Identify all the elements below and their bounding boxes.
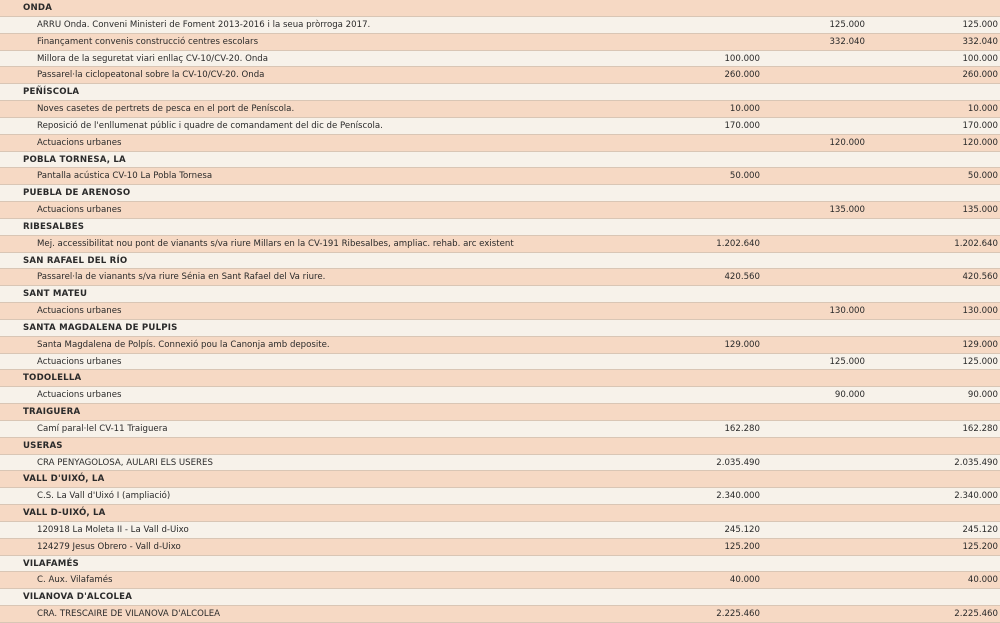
amount-column-2: 120.000 (829, 137, 865, 148)
budget-item-row (0, 202, 1000, 219)
amount-column-1: 162.280 (724, 423, 760, 434)
item-description: Actuacions urbanes (37, 137, 122, 148)
budget-item-row (0, 606, 1000, 623)
municipality-name: VILAFAMÉS (23, 558, 79, 569)
amount-column-2: 125.000 (829, 356, 865, 367)
amount-column-1: 10.000 (729, 104, 760, 115)
municipality-header-row (0, 471, 1000, 488)
amount-total: 2.225.460 (954, 609, 998, 620)
municipality-header-row (0, 185, 1000, 202)
amount-total: 1.202.640 (954, 238, 998, 249)
amount-column-1: 100.000 (724, 53, 760, 64)
amount-total: 10.000 (967, 104, 998, 115)
amount-column-1: 1.202.640 (716, 238, 760, 249)
amount-column-1: 50.000 (729, 171, 760, 182)
municipality-name: POBLA TORNESA, LA (23, 154, 126, 165)
amount-column-2: 332.040 (829, 36, 865, 47)
budget-item-row (0, 522, 1000, 539)
municipality-name: SAN RAFAEL DEL RÍO (23, 255, 128, 266)
item-description: Actuacions urbanes (37, 356, 122, 367)
municipality-name: PUEBLA DE ARENOSO (23, 188, 131, 199)
budget-item-row (0, 488, 1000, 505)
amount-total: 2.340.000 (954, 491, 998, 502)
item-description: Actuacions urbanes (37, 205, 122, 216)
item-description: ARRU Onda. Conveni Ministeri de Foment 2013-2016 i la seua pròrroga 2017. (37, 19, 371, 30)
item-description: Pantalla acústica CV-10 La Pobla Tornesa (37, 171, 213, 182)
amount-total: 90.000 (967, 390, 998, 401)
item-description: Camí paral·lel CV-11 Traiguera (37, 423, 168, 434)
amount-column-1: 129.000 (724, 339, 760, 350)
municipality-name: PEÑÍSCOLA (23, 87, 80, 98)
municipality-header-row (0, 438, 1000, 455)
item-description: Actuacions urbanes (37, 306, 122, 317)
amount-column-1: 2.340.000 (716, 491, 760, 502)
budget-item-row (0, 101, 1000, 118)
budget-item-row (0, 572, 1000, 589)
municipality-name: RIBESALBES (23, 221, 85, 232)
amount-total: 135.000 (962, 205, 998, 216)
budget-item-row (0, 387, 1000, 404)
amount-column-1: 245.120 (724, 524, 760, 535)
amount-total: 40.000 (967, 575, 998, 586)
amount-total: 125.000 (962, 19, 998, 30)
item-description: CRA PENYAGOLOSA, AULARI ELS USERES (37, 457, 213, 468)
municipality-header-row (0, 152, 1000, 169)
municipality-name: TODOLELLA (23, 373, 82, 384)
budget-item-row (0, 34, 1000, 51)
item-description: Noves casetes de pertrets de pesca en el port de Peníscola. (37, 104, 295, 115)
amount-column-2: 130.000 (829, 306, 865, 317)
amount-total: 170.000 (962, 120, 998, 131)
amount-column-1: 40.000 (729, 575, 760, 586)
budget-item-row (0, 455, 1000, 472)
budget-item-row (0, 118, 1000, 135)
budget-item-row (0, 135, 1000, 152)
item-description: 124279 Jesus Obrero - Vall d-Uixo (37, 541, 181, 552)
amount-column-1: 2.225.460 (716, 609, 760, 620)
item-description: Actuacions urbanes (37, 390, 122, 401)
amount-column-1: 260.000 (724, 70, 760, 81)
municipality-name: USERAS (23, 440, 63, 451)
municipality-name: ONDA (23, 3, 53, 13)
budget-item-row (0, 269, 1000, 286)
budget-item-row (0, 67, 1000, 84)
amount-total: 332.040 (962, 36, 998, 47)
municipality-name: SANT MATEU (23, 289, 88, 300)
amount-total: 162.280 (962, 423, 998, 434)
municipality-header-row (0, 253, 1000, 270)
municipality-header-row (0, 370, 1000, 387)
budget-item-row (0, 236, 1000, 253)
amount-total: 129.000 (962, 339, 998, 350)
amount-column-1: 2.035.490 (716, 457, 760, 468)
municipality-header-row (0, 556, 1000, 573)
municipality-name: VALL D-UIXÓ, LA (23, 508, 106, 519)
item-description: Reposició de l'enllumenat públic i quadre de comandament del dic de Peníscola. (37, 120, 383, 131)
amount-column-2: 135.000 (829, 205, 865, 216)
municipality-name: TRAIGUERA (23, 407, 81, 418)
amount-total: 2.035.490 (954, 457, 998, 468)
amount-total: 125.000 (962, 356, 998, 367)
budget-item-row (0, 168, 1000, 185)
amount-total: 260.000 (962, 70, 998, 81)
municipality-name: VALL D'UIXÓ, LA (23, 474, 105, 485)
budget-item-row (0, 539, 1000, 556)
municipality-header-row (0, 320, 1000, 337)
budget-item-row (0, 303, 1000, 320)
amount-column-2: 125.000 (829, 19, 865, 30)
municipality-name: VILANOVA D'ALCOLEA (23, 592, 133, 603)
municipality-header-row (0, 404, 1000, 421)
amount-column-2: 90.000 (834, 390, 865, 401)
budget-item-row (0, 421, 1000, 438)
item-description: 120918 La Moleta II - La Vall d-Uixo (37, 524, 189, 535)
budget-item-row (0, 337, 1000, 354)
item-description: C. Aux. Vilafamés (37, 575, 113, 586)
amount-column-1: 125.200 (724, 541, 760, 552)
municipality-header-row (0, 0, 1000, 17)
item-description: C.S. La Vall d'Uixó I (ampliació) (37, 491, 171, 502)
municipality-header-row (0, 286, 1000, 303)
municipality-header-row (0, 505, 1000, 522)
item-description: Finançament convenis construcció centres escolars (37, 36, 259, 47)
budget-item-row (0, 354, 1000, 371)
municipality-header-row (0, 219, 1000, 236)
amount-total: 420.560 (962, 272, 998, 283)
amount-total: 245.120 (962, 524, 998, 535)
item-description: Millora de la seguretat viari enllaç CV-10/CV-20. Onda (37, 53, 268, 64)
item-description: Mej. accessibilitat nou pont de vianants s/va riure Millars en la CV-191 Ribesalbes, ampliac. rehab. arc existent (37, 238, 514, 249)
municipality-header-row (0, 84, 1000, 101)
amount-column-1: 170.000 (724, 120, 760, 131)
item-description: CRA. TRESCAIRE DE VILANOVA D'ALCOLEA (37, 609, 221, 620)
municipality-header-row (0, 589, 1000, 606)
item-description: Passarel·la de vianants s/va riure Sénia en Sant Rafael del Va riure. (37, 272, 326, 283)
amount-total: 125.200 (962, 541, 998, 552)
item-description: Passarel·la ciclopeatonal sobre la CV-10/CV-20. Onda (37, 70, 265, 81)
amount-total: 50.000 (967, 171, 998, 182)
amount-column-1: 420.560 (724, 272, 760, 283)
budget-item-row (0, 51, 1000, 68)
municipality-name: SANTA MAGDALENA DE PULPIS (23, 322, 178, 333)
amount-total: 120.000 (962, 137, 998, 148)
item-description: Santa Magdalena de Polpís. Connexió pou la Canonja amb deposite. (37, 339, 330, 350)
amount-total: 100.000 (962, 53, 998, 64)
amount-total: 130.000 (962, 306, 998, 317)
budget-item-row (0, 17, 1000, 34)
